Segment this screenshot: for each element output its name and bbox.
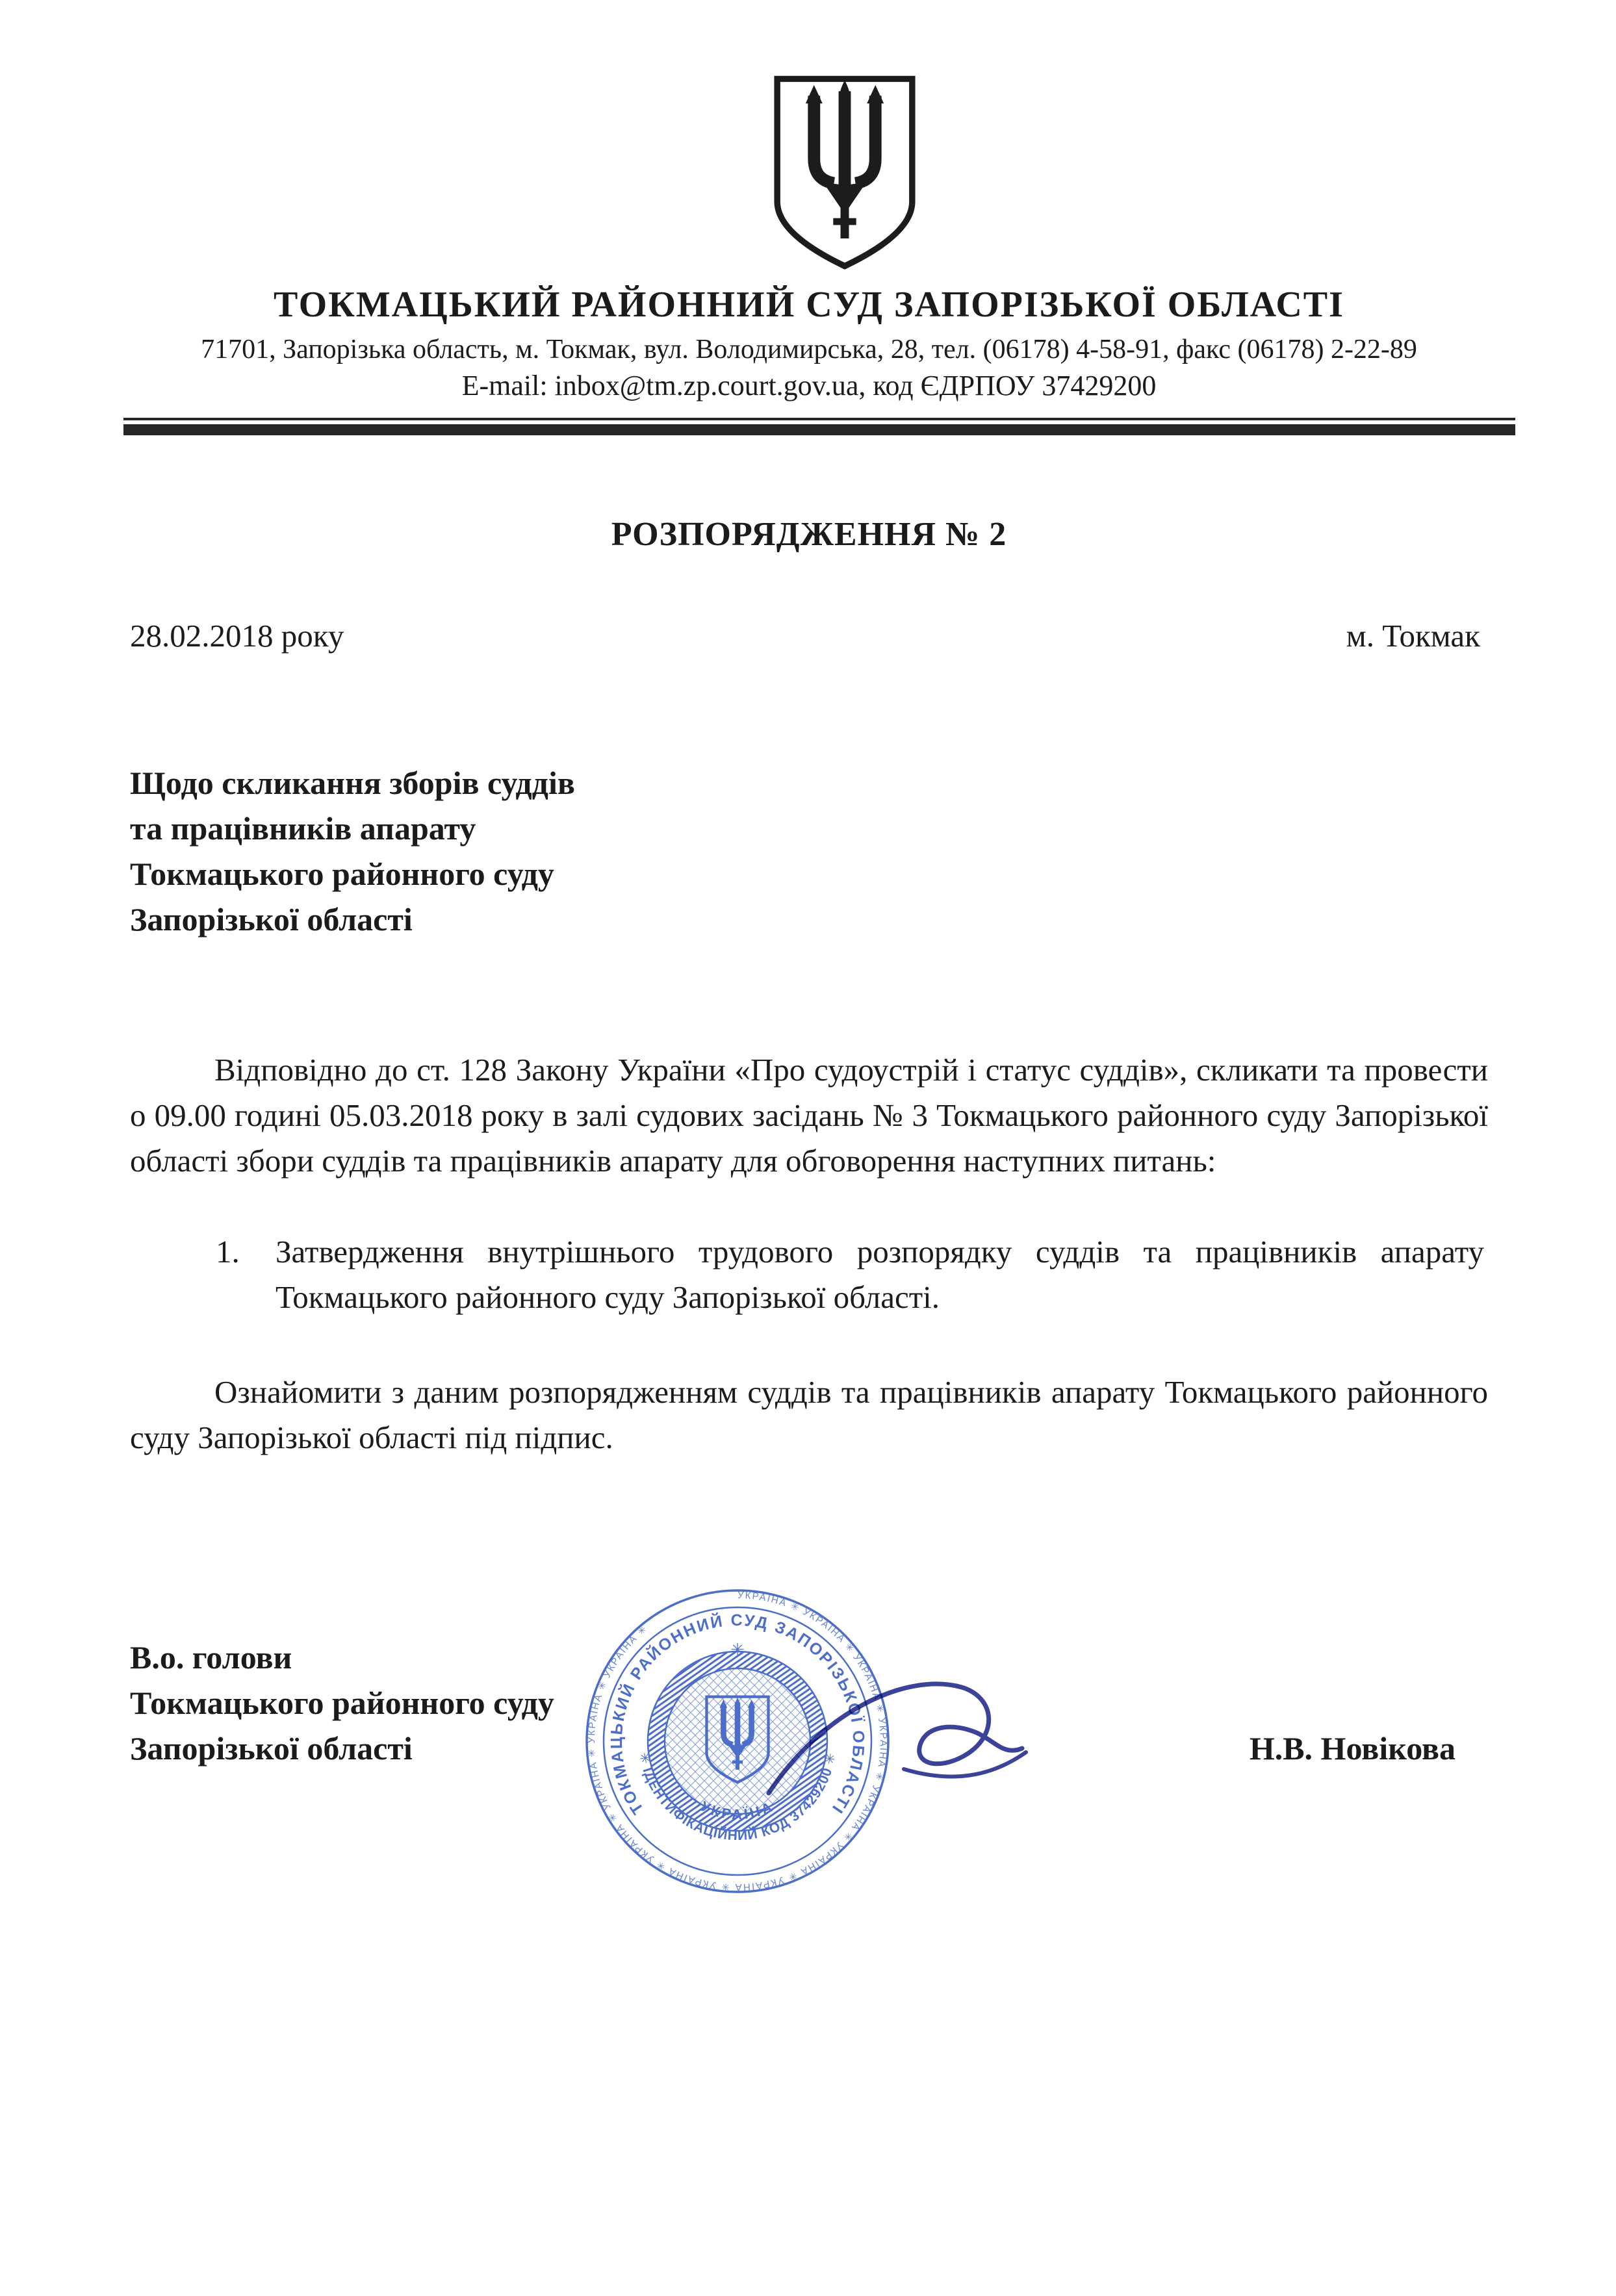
stamp-micro-text-ring: УКРАЇНА ✳ УКРАЇНА ✳ УКРАЇНА ✳ УКРАЇНА ✳ УКРАЇНА ✳ УКРАЇНА ✳ УКРАЇНА ✳ УКРАЇНА ✳ УКРАЇНА ✳ УКРАЇНА ✳ УКРАЇНА ✳ УКРАЇНА ✳ <box>585 1589 889 1893</box>
document-title: РОЗПОРЯДЖЕННЯ № 2 <box>611 515 1007 553</box>
subject-block <box>130 760 1488 942</box>
court-name: ТОКМАЦЬКИЙ РАЙОННИЙ СУД ЗАПОРІЗЬКОЇ ОБЛАСТІ <box>274 285 1344 325</box>
divider-thick-line <box>123 424 1515 435</box>
date-place-row <box>130 613 1488 659</box>
subject-line: та працівників апарату <box>130 810 476 847</box>
stamp-country-arc: УКРАЇНА <box>698 1798 777 1823</box>
numbered-list-item <box>130 1229 1488 1320</box>
subject-line: Щодо скликання зборів суддів <box>130 764 575 801</box>
signer-position-line: В.о. голови <box>130 1639 292 1676</box>
list-item-text: Затвердження внутрішнього трудового розпорядку суддів та працівників апарату Токмацького районного суду Запорізької області. <box>276 1233 1484 1315</box>
document-date: 28.02.2018 року <box>130 617 344 654</box>
body-paragraph: Відповідно до ст. 128 Закону України «Про судоустрій і статус суддів», скликати та провести о 09.00 годині 05.03.2018 року в залі судових засідань № 3 Токмацького районного суду Запорізької області збори суддів та працівників апарату для обговорення наступних питань: <box>130 1051 1488 1179</box>
header-divider <box>123 418 1515 435</box>
stamp-court-name-arc: ТОКМАЦЬКИЙ РАЙОННИЙ СУД ЗАПОРІЗЬКОЇ ОБЛАСТІ <box>607 1611 868 1818</box>
subject-line: Запорізької області <box>130 900 413 938</box>
stamp-top-star: ✳ <box>730 1640 745 1659</box>
stamp-id-code-arc: ✳ ІДЕНТИФІКАЦІЙНИЙ КОД 37429200 ✳ <box>635 1751 840 1844</box>
document-place: м. Токмак <box>1346 617 1480 654</box>
signer-position <box>130 1635 554 1771</box>
court-address-line: 71701, Запорізька область, м. Токмак, вул. Володимирська, 28, тел. (06178) 4-58-91, факс (06178) 2-22-89 <box>201 335 1417 365</box>
list-item-number: 1. <box>216 1233 240 1269</box>
signer-position-line: Запорізької області <box>130 1729 413 1767</box>
signer-name: Н.В. Новікова <box>1249 1729 1456 1767</box>
closing-paragraph: Ознайомити з даним розпорядженням суддів та працівників апарату Токмацького районного суду Запорізької області під підпис. <box>130 1373 1488 1455</box>
divider-thin-line <box>123 418 1515 420</box>
ukraine-trident-emblem-icon <box>768 73 921 272</box>
court-contact-line: E-mail: inbox@tm.zp.court.gov.ua, код ЄДРПОУ 37429200 <box>461 369 1157 402</box>
handwritten-signature <box>757 1660 1030 1822</box>
signer-position-line: Токмацького районного суду <box>130 1684 554 1721</box>
subject-line: Токмацького районного суду <box>130 855 554 892</box>
